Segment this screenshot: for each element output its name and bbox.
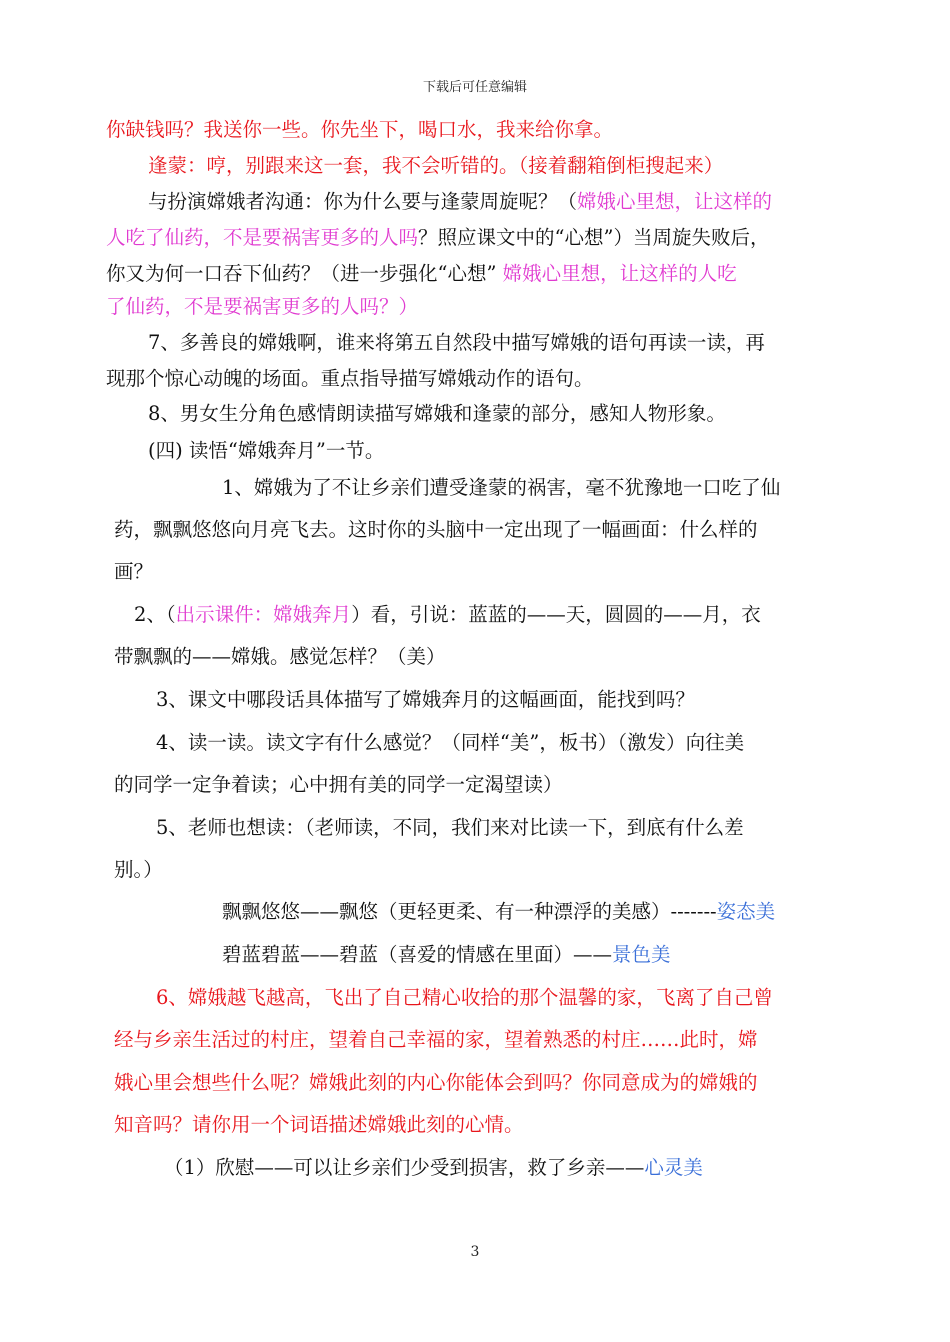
text-line — [106, 260, 737, 288]
text-line — [114, 1026, 758, 1054]
text-run: 与扮演嫦娥者沟通：你为什么要与逢蒙周旋呢？（ — [148, 190, 578, 213]
text-run: 2、（ — [134, 603, 176, 626]
text-run: (四) 读悟“嫦娥奔月”一节。 — [148, 439, 385, 462]
text-line — [114, 643, 446, 671]
text-line — [114, 516, 758, 544]
text-line — [222, 898, 775, 926]
text-run: ）看，引说：蓝蓝的——天，圆圆的——月，衣 — [351, 603, 761, 626]
text-run: 嫦娥心里想，让这样的人吃 — [502, 262, 737, 285]
text-line — [114, 856, 163, 884]
text-run: 3、课文中哪段话具体描写了嫦娥奔月的这幅画面，能找到吗？ — [156, 688, 695, 711]
text-run: 带飘飘的——嫦娥。感觉怎样？（美） — [114, 645, 446, 668]
text-run: 7、多善良的嫦娥啊，谁来将第五自然段中描写嫦娥的语句再读一读，再 — [148, 331, 765, 354]
text-line — [156, 984, 773, 1012]
text-run: 5、老师也想读：（老师读，不同，我们来对比读一下，到底有什么差 — [156, 816, 744, 839]
text-line — [106, 116, 613, 144]
text-run: ？照应课文中的“心想”）当周旋失败后， — [418, 226, 770, 249]
text-run: 飘飘悠悠——飘悠（更轻更柔、有一种漂浮的美感）------- — [222, 900, 717, 923]
text-line — [106, 293, 418, 321]
text-line — [222, 941, 671, 969]
text-run: 知音吗？请你用一个词语描述嫦娥此刻的心情。 — [114, 1113, 524, 1136]
text-line — [148, 400, 726, 428]
text-line — [106, 365, 594, 393]
text-line — [164, 1154, 703, 1182]
text-line — [114, 771, 563, 799]
text-line — [156, 729, 744, 757]
text-run: 画？ — [114, 560, 154, 583]
text-run: 别。） — [114, 858, 163, 881]
text-run: 了仙药，不是要祸害更多的人吗？） — [106, 295, 419, 318]
text-run: 景色美 — [612, 943, 671, 966]
text-line — [148, 437, 384, 465]
page-header: 下载后可任意编辑 — [422, 80, 527, 95]
text-line — [114, 558, 153, 586]
text-run: 娥心里会想些什么呢？嫦娥此刻的内心你能体会到吗？你同意成为的嫦娥的 — [114, 1071, 758, 1094]
text-run: 药，飘飘悠悠向月亮飞去。这时你的头脑中一定出现了一幅画面：什么样的 — [114, 518, 758, 541]
text-run: 6、嫦娥越飞越高，飞出了自己精心收拾的那个温馨的家，飞离了自己曾 — [156, 986, 773, 1009]
text-run: 出示课件：嫦娥奔月 — [175, 603, 352, 626]
text-run: 逢蒙：哼，别跟来这一套，我不会听错的。（接着翻箱倒柜搜起来） — [148, 154, 724, 177]
text-line — [156, 686, 695, 714]
text-run: 1、嫦娥为了不让乡亲们遭受逢蒙的祸害，毫不犹豫地一口吃了仙 — [222, 476, 781, 499]
text-run: 8、男女生分角色感情朗读描写嫦娥和逢蒙的部分，感知人物形象。 — [148, 402, 726, 425]
text-run: 心灵美 — [644, 1156, 703, 1179]
page-number: 3 — [470, 1244, 480, 1260]
text-run: 姿态美 — [716, 900, 776, 923]
text-run: 人吃了仙药，不是要祸害更多的人吗 — [106, 226, 419, 249]
text-run: 碧蓝碧蓝——碧蓝（喜爱的情感在里面）—— — [222, 943, 613, 966]
text-line — [134, 601, 761, 629]
text-line — [148, 152, 723, 180]
text-line — [156, 814, 744, 842]
text-run: 的同学一定争着读；心中拥有美的同学一定渴望读） — [114, 773, 563, 796]
text-run: 经与乡亲生活过的村庄，望着自己幸福的家，望着熟悉的村庄……此时，嫦 — [114, 1028, 758, 1051]
text-run: 你又为何一口吞下仙药？（进一步强化“心想” — [106, 262, 503, 285]
text-run: 你缺钱吗？我送你一些。你先坐下，喝口水，我来给你拿。 — [106, 118, 614, 141]
text-line — [114, 1069, 758, 1097]
text-run: 4、读一读。读文字有什么感觉？（同样“美”，板书）（激发）向往美 — [156, 731, 745, 754]
text-run: 嫦娥心里想，让这样的 — [577, 190, 773, 213]
text-line — [114, 1111, 524, 1139]
text-run: （1）欣慰——可以让乡亲们少受到损害，救了乡亲—— — [164, 1156, 645, 1179]
text-line — [148, 329, 765, 357]
text-line — [148, 188, 772, 216]
text-line — [106, 224, 769, 252]
text-run: 现那个惊心动魄的场面。重点指导描写嫦娥动作的语句。 — [106, 367, 594, 390]
text-line — [222, 474, 780, 502]
